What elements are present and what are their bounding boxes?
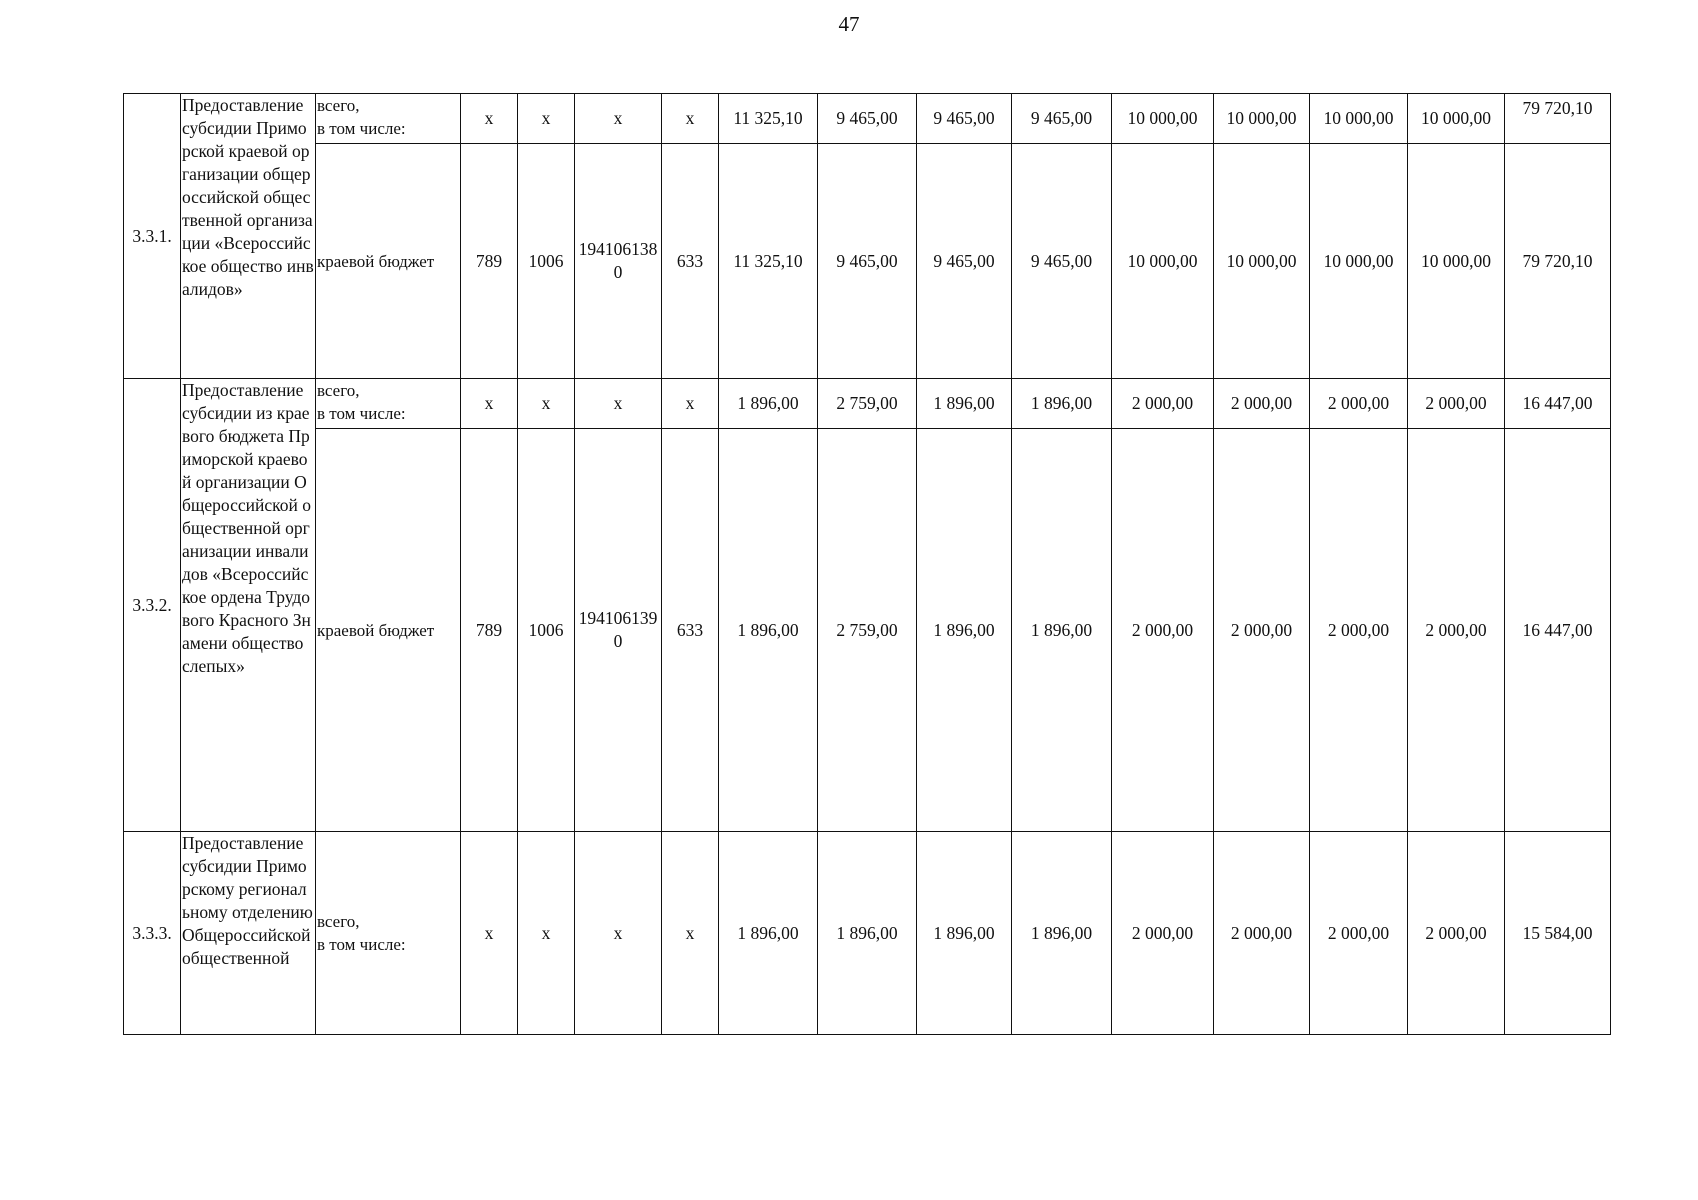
value-cell: 2 000,00 <box>1112 379 1214 429</box>
code-cell: 1006 <box>518 144 575 379</box>
row-number: 3.3.1. <box>124 94 181 379</box>
code-cell: x <box>662 94 719 144</box>
code-cell: 789 <box>461 429 518 832</box>
value-cell: 1 896,00 <box>719 379 818 429</box>
value-cell: 2 000,00 <box>1310 379 1408 429</box>
value-cell: 10 000,00 <box>1408 144 1505 379</box>
value-cell: 2 000,00 <box>1112 429 1214 832</box>
code-cell: 1941061390 <box>575 429 662 832</box>
budget-table <box>123 93 1611 1035</box>
code-cell: x <box>575 379 662 429</box>
value-cell: 11 325,10 <box>719 94 818 144</box>
code-cell: x <box>575 832 662 1035</box>
code-cell: x <box>461 94 518 144</box>
value-cell: 9 465,00 <box>818 94 917 144</box>
value-cell: 1 896,00 <box>719 832 818 1035</box>
code-cell: x <box>461 379 518 429</box>
source-budget: краевой бюджет <box>316 429 461 832</box>
value-cell: 1 896,00 <box>1012 832 1112 1035</box>
value-cell: 2 000,00 <box>1408 832 1505 1035</box>
code-cell: 1941061380 <box>575 144 662 379</box>
code-cell: x <box>662 832 719 1035</box>
code-cell: 633 <box>662 144 719 379</box>
code-cell: 789 <box>461 144 518 379</box>
value-cell: 2 759,00 <box>818 379 917 429</box>
source-total: всего, в том числе: <box>316 94 461 144</box>
measure-name: Предоставление субсидии Приморскому региональному отделению Общероссийской общественной <box>181 832 316 1035</box>
value-cell: 2 759,00 <box>818 429 917 832</box>
table-row <box>124 94 1611 144</box>
measure-name: Предоставление субсидии Приморской краевой организации общероссийской общественной организации «Всероссийское общество инвалидов» <box>181 94 316 379</box>
source-budget: краевой бюджет <box>316 144 461 379</box>
value-cell: 9 465,00 <box>917 144 1012 379</box>
code-cell: x <box>662 379 719 429</box>
value-cell: 1 896,00 <box>719 429 818 832</box>
value-cell: 10 000,00 <box>1112 144 1214 379</box>
sum-cell: 79 720,10 <box>1505 144 1611 379</box>
code-cell: x <box>518 379 575 429</box>
source-total: всего, в том числе: <box>316 379 461 429</box>
value-cell: 9 465,00 <box>1012 144 1112 379</box>
value-cell: 1 896,00 <box>1012 429 1112 832</box>
value-cell: 2 000,00 <box>1214 832 1310 1035</box>
code-cell: 1006 <box>518 429 575 832</box>
row-number: 3.3.3. <box>124 832 181 1035</box>
value-cell: 2 000,00 <box>1408 379 1505 429</box>
row-number: 3.3.2. <box>124 379 181 832</box>
code-cell: x <box>575 94 662 144</box>
value-cell: 9 465,00 <box>818 144 917 379</box>
page-number: 47 <box>838 12 860 36</box>
value-cell: 10 000,00 <box>1310 144 1408 379</box>
value-cell: 10 000,00 <box>1408 94 1505 144</box>
table-row <box>124 379 1611 429</box>
value-cell: 2 000,00 <box>1408 429 1505 832</box>
sum-cell: 16 447,00 <box>1505 429 1611 832</box>
value-cell: 1 896,00 <box>1012 379 1112 429</box>
table-row <box>124 832 1611 1035</box>
value-cell: 1 896,00 <box>917 429 1012 832</box>
value-cell: 1 896,00 <box>818 832 917 1035</box>
code-cell: 633 <box>662 429 719 832</box>
sum-cell: 16 447,00 <box>1505 379 1611 429</box>
sum-cell: 15 584,00 <box>1505 832 1611 1035</box>
value-cell: 9 465,00 <box>1012 94 1112 144</box>
value-cell: 2 000,00 <box>1112 832 1214 1035</box>
table-row <box>124 144 1611 379</box>
code-cell: x <box>518 94 575 144</box>
sum-cell <box>1505 94 1611 144</box>
code-cell: x <box>518 832 575 1035</box>
measure-name: Предоставление субсидии из краевого бюджета Приморской краевой организации Общероссийской общественной организации инвалидов «Всероссийское ордена Трудового Красного Знамени общество слепых» <box>181 379 316 832</box>
value-cell: 10 000,00 <box>1214 94 1310 144</box>
source-total: всего, в том числе: <box>316 832 461 1035</box>
value-cell: 1 896,00 <box>917 832 1012 1035</box>
value-cell: 10 000,00 <box>1310 94 1408 144</box>
value-cell: 10 000,00 <box>1214 144 1310 379</box>
value-cell: 1 896,00 <box>917 379 1012 429</box>
value-cell: 2 000,00 <box>1310 429 1408 832</box>
sum-value: 79 720,10 <box>1522 98 1593 118</box>
value-cell: 10 000,00 <box>1112 94 1214 144</box>
value-cell: 9 465,00 <box>917 94 1012 144</box>
code-cell: x <box>461 832 518 1035</box>
table-row <box>124 429 1611 832</box>
value-cell: 2 000,00 <box>1214 429 1310 832</box>
value-cell: 2 000,00 <box>1310 832 1408 1035</box>
value-cell: 11 325,10 <box>719 144 818 379</box>
value-cell: 2 000,00 <box>1214 379 1310 429</box>
